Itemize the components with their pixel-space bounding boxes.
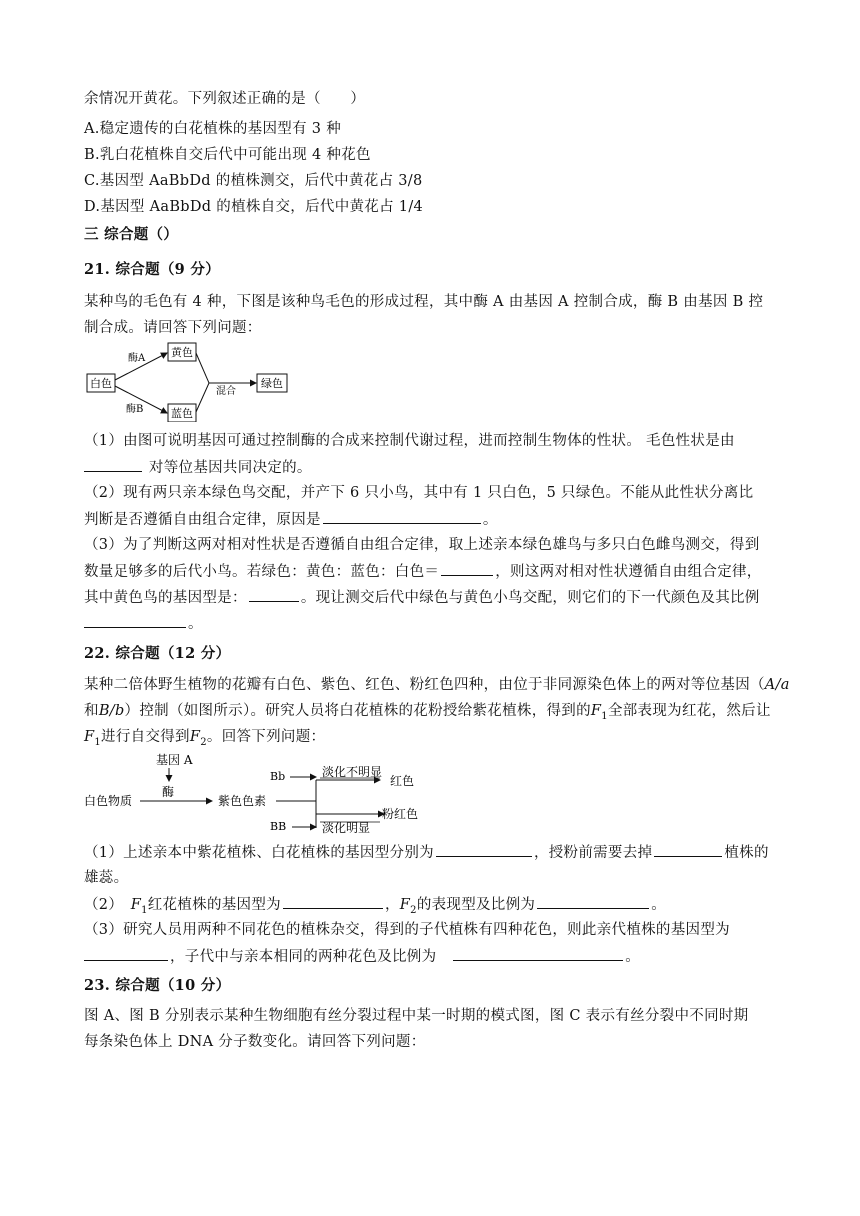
section3-heading: 三 综合题（） [84, 226, 179, 243]
q21-part3-text-a: 数量足够多的后代小鸟。若绿色：黄色：蓝色：白色＝ [84, 564, 440, 580]
q22-part2-f2: F [399, 897, 411, 913]
q22-blank-2[interactable] [654, 842, 722, 857]
q22-flower-color-pathway-diagram [84, 748, 454, 840]
q20-option-c: C.基因型 AaBbDd 的植株测交，后代中黄花占 3/8 [84, 173, 423, 189]
q21-white-label: 白色 [90, 377, 112, 390]
q22-intro-text-3a: 进行自交得到 [101, 729, 190, 745]
q20-option-a: A.稳定遗传的白花植株的基因型有 3 种 [84, 121, 342, 137]
q22-part3-line2 [84, 946, 784, 967]
q21-part1-text: 对等位基因共同决定的。 [148, 460, 312, 476]
q22-bb-het-label: Bb [270, 770, 286, 783]
q22-pink-label: 粉红色 [382, 807, 419, 821]
q22-part1-line2: 雄蕊。 [84, 870, 129, 886]
q22-f1-symbol: F [590, 703, 602, 719]
q21-part2-line2 [84, 509, 784, 530]
q22-intro-text-3b: 。回答下列问题： [206, 729, 326, 745]
q22-part3-line1: （3）研究人员用两种不同花色的植株杂交，得到的子代植株有四种花色，则此亲代植株的基因型为 [84, 922, 730, 938]
q22-gene-a-label: 基因 A [156, 753, 193, 767]
q21-green-label: 绿色 [261, 377, 283, 390]
q22-purple-pigment-label: 紫色色素 [218, 794, 267, 808]
q22-part1-text-c: 植株的 [724, 845, 769, 861]
q23-intro-line1: 图 A、图 B 分别表示某种生物细胞有丝分裂过程中某一时期的模式图，图 C 表示有丝分裂中不同时期 [84, 1008, 749, 1024]
q22-gene-a: A/a [764, 677, 790, 693]
q22-part2-f1: F [130, 897, 142, 913]
q20-stem-tail: 余情况开黄花。下列叙述正确的是（ ） [84, 91, 366, 107]
q21-blank-3[interactable] [441, 561, 493, 576]
q21-blank-4[interactable] [249, 587, 299, 602]
q21-part3-line2 [84, 561, 784, 582]
q21-yellow-label: 黄色 [171, 346, 193, 359]
q22-part2-f2-sub: 2 [410, 904, 417, 916]
q22-part2-end: 。 [651, 897, 667, 913]
q22-intro-text-2c: 全部表现为红花，然后让 [607, 703, 771, 719]
q22-bb-hom-label: BB [270, 820, 287, 833]
q21-blue-label: 蓝色 [171, 407, 193, 420]
q20-option-b: B.乳白花植株自交后代中可能出现 4 种花色 [84, 147, 371, 163]
q21-merge-line-top [196, 353, 209, 383]
q22-intro-text-2a: 和 [84, 703, 99, 719]
q22-gene-b: B/b [98, 703, 125, 719]
q21-intro-line1: 某种鸟的毛色有 4 种，下图是该种鸟毛色的形成过程，其中酶 A 由基因 A 控制合成，酶 B 由基因 B 控 [84, 294, 764, 310]
q22-part3-text: ，子代中与亲本相同的两种花色及比例为 [170, 949, 437, 965]
q22-intro-line2 [84, 701, 784, 727]
q22-blank-6[interactable] [453, 946, 623, 961]
q22-f1-subscript: 1 [601, 710, 608, 722]
q22-f1-subscript-2: 1 [94, 736, 102, 748]
q22-f1-symbol-2: F [84, 729, 95, 745]
q22-part2-label: （2） [84, 897, 124, 913]
q21-part2-end: 。 [482, 512, 498, 528]
q21-part1-line1: （1）由图可说明基因可通过控制酶的合成来控制代谢过程，进而控制生物体的性状。 毛色性状是由 [84, 433, 735, 449]
q21-part3-text-c: 其中黄色鸟的基因型是： [84, 590, 247, 606]
q21-part1-line2 [84, 457, 784, 478]
q21-mix-label: 混合 [216, 386, 236, 397]
q21-part3-text-d: 。现让测交后代中绿色与黄色小鸟交配，则它们的下一代颜色及其比例 [300, 590, 760, 606]
q22-part1-text-a: （1）上述亲本中紫花植株、白花植株的基因型分别为 [84, 845, 434, 861]
q22-intro-line1 [84, 675, 790, 695]
q21-merge-line-bottom [196, 383, 209, 412]
q21-part2-text: 判断是否遵循自由组合定律，原因是 [84, 512, 321, 528]
q22-blank-5[interactable] [84, 946, 168, 961]
q21-blank-1[interactable] [84, 457, 142, 472]
q21-intro-line2: 制合成。请回答下列问题： [84, 320, 262, 336]
q22-fade-weak-label: 淡化不明显 [322, 765, 383, 779]
q21-part3-end: 。 [188, 616, 203, 632]
q21-blank-2[interactable] [323, 509, 481, 524]
q22-blank-1[interactable] [436, 842, 532, 857]
q22-part2-f1-sub: 1 [141, 904, 148, 916]
q22-f2-subscript: 2 [200, 736, 207, 748]
q22-white-substance-label: 白色物质 [84, 794, 133, 808]
q22-part2-line [84, 894, 784, 921]
q22-blank-4[interactable] [537, 894, 649, 909]
q23-title: 23. 综合题（10 分） [84, 977, 231, 994]
q22-part3-end: 。 [625, 949, 641, 965]
q22-part2-text-b: 的表现型及比例为 [416, 897, 536, 913]
q21-blank-5[interactable] [84, 613, 186, 628]
q21-part3-line4 [84, 613, 784, 634]
q21-enzyme-a-label: 酶A [128, 353, 146, 364]
q22-part1-text-b: ，授粉前需要去掉 [533, 845, 653, 861]
q22-enzyme-label: 酶 [162, 785, 175, 799]
q21-enzyme-b-label: 酶B [126, 404, 144, 415]
q22-blank-3[interactable] [283, 894, 383, 909]
q21-part3-line1: （3）为了判断这两对相对性状是否遵循自由组合定律，取上述亲本绿色雄鸟与多只白色雌鸟测交，得到 [84, 537, 760, 553]
q22-title: 22. 综合题（12 分） [84, 645, 231, 662]
q22-fade-strong-label: 淡化明显 [322, 821, 371, 835]
q21-title: 21. 综合题（9 分） [84, 261, 221, 278]
q22-part2-text-a: 红花植株的基因型为 [147, 897, 281, 913]
q21-pigment-pathway-diagram [84, 340, 304, 422]
q22-f2-symbol: F [189, 729, 201, 745]
q22-intro-text-2b: ）控制（如图所示）。研究人员将白花植株的花粉授给紫花植株，得到的 [124, 703, 591, 719]
q22-part1-line1 [84, 842, 784, 863]
q22-intro-text-1: 某种二倍体野生植物的花瓣有白色、紫色、红色、粉红色四种，由位于非同源染色体上的两对等位基因（ [84, 677, 765, 693]
q21-part2-line1: （2）现有两只亲本绿色鸟交配，并产下 6 只小鸟，其中有 1 只白色，5 只绿色。不能从此性状分离比 [84, 485, 754, 501]
q21-part3-line3 [84, 587, 784, 608]
q20-option-d: D.基因型 AaBbDd 的植株自交，后代中黄花占 1/4 [84, 199, 424, 215]
q21-part3-text-b: ，则这两对相对性状遵循自由组合定律， [495, 564, 762, 580]
q22-part2-comma: ， [384, 897, 400, 913]
q23-intro-line2: 每条染色体上 DNA 分子数变化。请回答下列问题： [84, 1034, 426, 1050]
q22-red-label: 红色 [390, 774, 415, 788]
